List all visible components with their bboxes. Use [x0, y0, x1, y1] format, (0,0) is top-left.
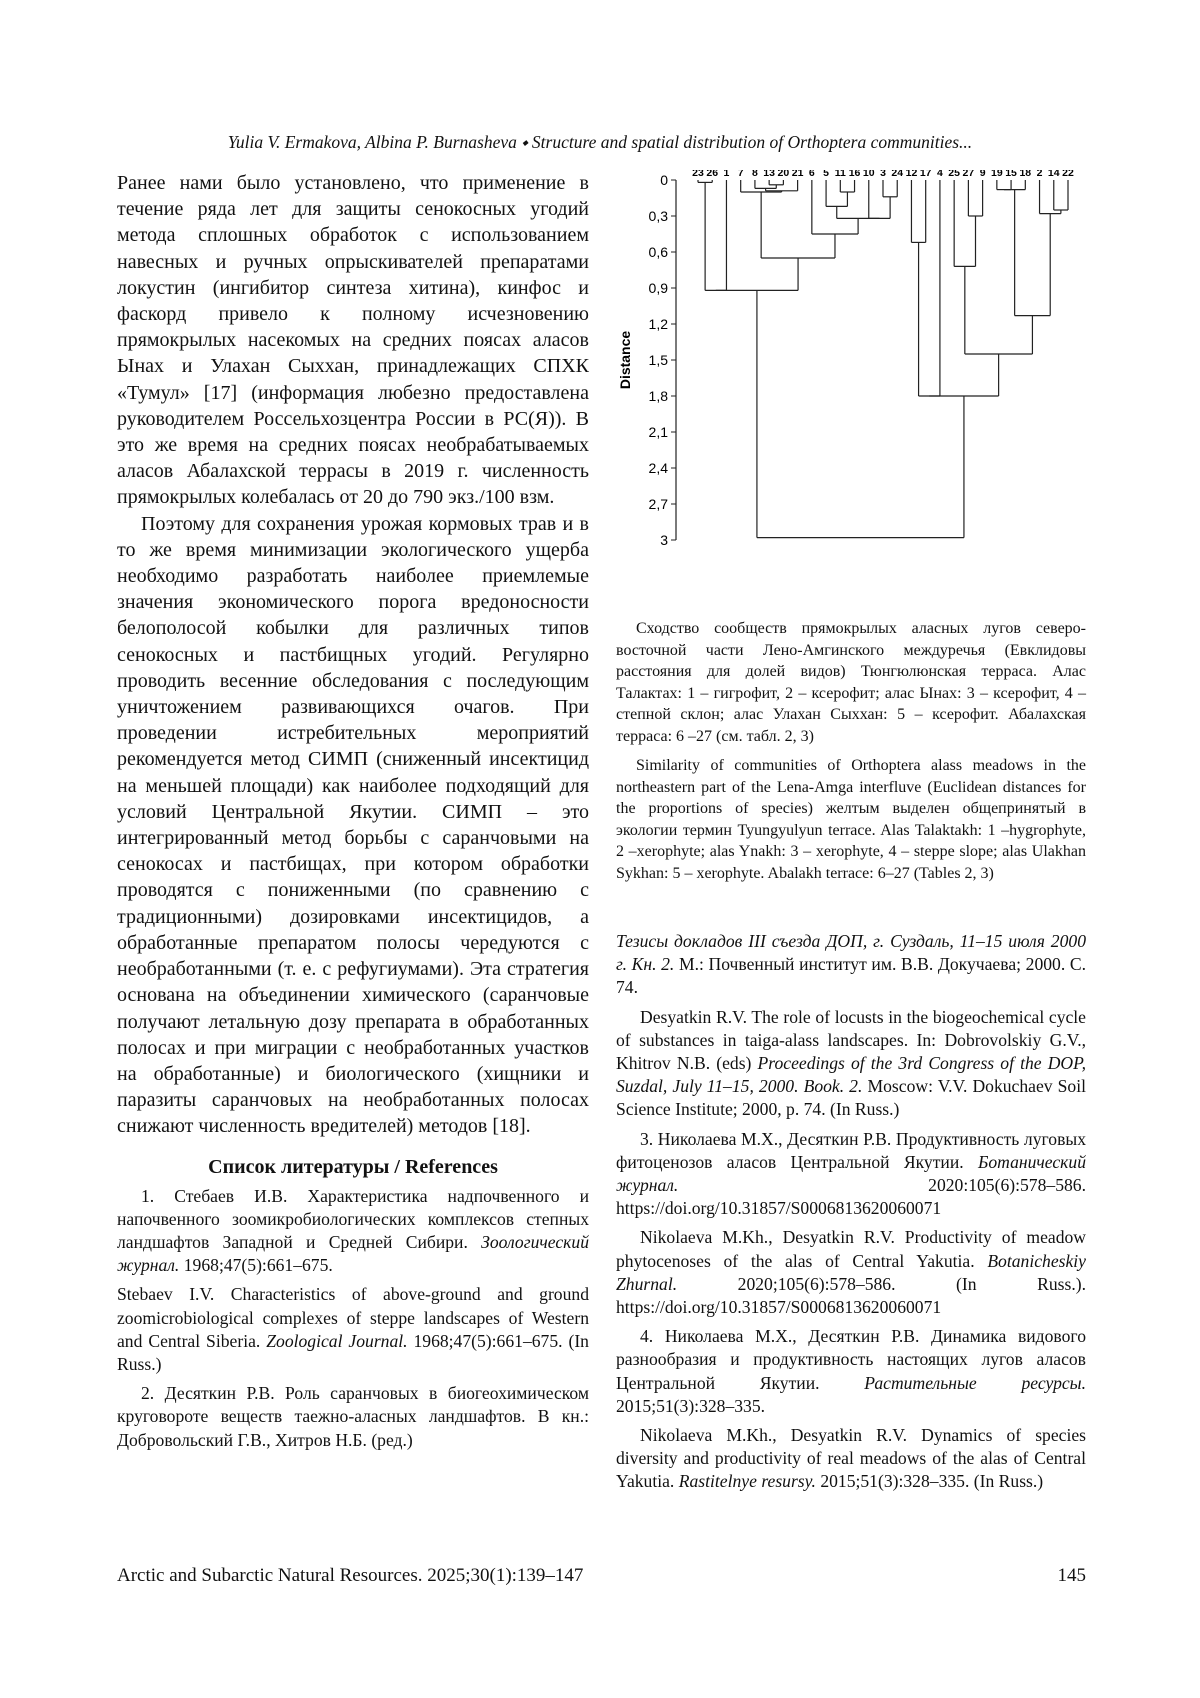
leaf-label: 2: [1036, 170, 1043, 179]
body-paragraph-1: Ранее нами было установлено, что применение в течение ряда лет для защиты сенокосных угодий метода сплошных обработок с использованием навесных и ручных опрыскивателей препаратами локустин (ингибитор синтеза хитина), кинфос и фаскорд привело к полному исчезновению прямокрылых насекомых на средних поясах аласов Ынах и Улахан Сыххан, принадлежащих СПХК «Тумул» [17] (информация любезно предоставлена руководителем Россельхозцентра России в РС(Я)). В это же время на средних поясах необрабатываемых аласов Абалахской террасы в 2019 г. численность прямокрылых колебалась от 20 до 790 экз./100 взм.: [117, 172, 589, 509]
figure-caption: [616, 618, 1086, 892]
reference-3-en: [616, 1226, 1086, 1319]
ref-text: Desyatkin R.V. The role of locusts in the biogeochemical cycle of substances in taiga-alass landscapes. In: Dobrovolskiy G.V., Khitrov N.B. (eds): [616, 1006, 1086, 1074]
references-list-left: [117, 1185, 589, 1452]
leaf-label: 7: [737, 170, 744, 179]
leaf-label: 22: [1062, 170, 1074, 179]
ref-text: 1. Стебаев И.В. Характеристика надпочвенного и напочвенного зоомикробиологических комплексов степных ландшафтов Западной и Средней Сибири.: [117, 1185, 589, 1252]
left-column: [117, 170, 589, 1458]
caption-ru: Сходство сообществ прямокрылых аласных лугов северо-восточной части Лено-Амгинского междуречья (Евклидовы расстояния для долей видов) Тюнгюлюнская терраса. Алас Талактах: 1 – гигрофит, 2 – ксерофит; алас Ынах: 3 – ксерофит, 4 – степной склон; алас Улахан Сыххан: 5 – ксерофит. Абалахская терраса: 6 –27 (см. табл. 2, 3): [616, 620, 1086, 745]
leaf-label: 21: [791, 170, 804, 179]
y-tick-label: 2,4: [648, 460, 668, 476]
ref-journal: Botanicheskiy Zhurnal.: [616, 1250, 1086, 1294]
ref-tail: 2015;51(3):328–335. (In Russ.): [820, 1471, 1044, 1492]
leaf-label: 11: [834, 170, 846, 179]
leaf-label: 8: [752, 170, 758, 179]
ref-text: 3. Николаева М.Х., Десяткин Р.В. Продуктивность луговых фитоценозов аласов Центральной Якутии.: [616, 1128, 1086, 1172]
leaf-label: 25: [948, 170, 960, 179]
ref-journal: Зоологический журнал.: [117, 1231, 589, 1276]
ref-text: 2. Десяткин Р.В. Роль саранчовых в биогеохимическом круговороте веществ таежно-аласных ландшафтов. В кн.: Добровольский Г.В., Хитров Н.Б. (ред.): [117, 1383, 589, 1450]
ref-tail: 2020;105(6):578–586. (In Russ.). https://doi.org/10.31857/S0006813620060071: [616, 1273, 1086, 1318]
y-tick-label: 1,2: [648, 316, 668, 332]
leaf-label: 9: [979, 170, 986, 179]
reference-4-en: [616, 1424, 1086, 1494]
y-tick-label: 1,5: [648, 352, 668, 368]
leaf-label: 5: [823, 170, 829, 179]
dendrogram-figure: [616, 170, 1086, 610]
leaf-label: 19: [991, 170, 1003, 179]
leaf-label: 14: [1047, 170, 1060, 179]
ref-tail: 1968;47(5):661–675. (In Russ.): [117, 1330, 589, 1374]
leaf-label: 15: [1005, 170, 1017, 179]
reference-1-ru: [117, 1185, 589, 1278]
leaf-label: 4: [937, 170, 943, 179]
reference-2-ru-start: [117, 1382, 589, 1452]
ref-text: Nikolaeva M.Kh., Desyatkin R.V. Productivity of meadow phytocenoses of the alas of Central Yakutia.: [616, 1227, 1086, 1271]
leaf-label: 1: [723, 170, 730, 179]
y-tick-label: 2,1: [648, 424, 668, 440]
ref-tail: 2015;51(3):328–335.: [616, 1395, 766, 1416]
leaf-label: 24: [891, 170, 904, 179]
y-tick-label: 0,9: [648, 280, 668, 296]
references-list-right: [616, 930, 1086, 1500]
reference-1-en: [117, 1283, 589, 1376]
ref-italic: Proceedings of the 3rd Congress of the DOP, Suzdal, July 11–15, 2000. Book. 2.: [616, 1053, 1086, 1097]
y-tick-label: 0,6: [648, 244, 668, 260]
ref-text: Nikolaeva M.Kh., Desyatkin R.V. Dynamics of species diversity and productivity of real meadows of the alas of Central Yakutia.: [616, 1425, 1086, 1492]
y-axis-label: Distance: [617, 330, 633, 390]
leaf-label: 18: [1019, 170, 1032, 179]
y-tick-label: 0: [660, 172, 668, 188]
page-number: 145: [1057, 1565, 1086, 1586]
reference-2-ru-cont: [616, 930, 1086, 1000]
body-paragraph-2: Поэтому для сохранения урожая кормовых трав и в то же время минимизации экологического ущерба необходимо разработать наиболее приемлемые значения экономического порога вредоносности белополосой кобылки для различных типов сенокосных и пастбищных угодий. Регулярно проводить весенние обследования с последующим уничтожением развивающихся очагов. При проведении истребительных мероприятий рекомендуется метод СИМП (сниженный инсектицид на меньшей площади) как наиболее подходящий для условий Центральной Якутии. СИМП – это интегрированный метод борьбы с саранчовыми на сенокосах и пастбищах, при котором обработки проводятся с пониженными (по сравнению с традиционными) дозировками инсектицидов, а обработанные препаратом полосы чередуются с необработанными (т. е. с рефугиумами). Эта стратегия основана на объединении химического (саранчовые получают летальную дозу препарата в обработанных полосах и при миграции с необработанных участков на обработанные) и биологического (хищники и паразиты саранчовых на необработанных полосах снижают численность вредителей) методов [18].: [117, 512, 589, 1138]
dendrogram-chart: [616, 170, 1086, 610]
leaf-label: 23: [692, 170, 704, 179]
ref-journal: Rastitelnye resursy.: [678, 1471, 816, 1492]
leaf-label: 6: [808, 170, 815, 179]
leaf-label: 10: [862, 170, 875, 179]
reference-4-ru: [616, 1325, 1086, 1418]
ref-text: Stebaev I.V. Characteristics of above-ground and ground zoomicrobiological complexes of steppe landscapes of Western and Central Siberia.: [117, 1284, 589, 1351]
ref-journal: Zoological Journal.: [266, 1330, 408, 1351]
footer-journal: Arctic and Subarctic Natural Resources. 2025;30(1):139–147: [117, 1565, 584, 1586]
ref-text: 4. Николаева М.Х., Десяткин Р.В. Динамика видового разнообразия и продуктивность настоящих лугов аласов Центральной Якутии.: [616, 1326, 1086, 1393]
y-tick-label: 0,3: [648, 208, 668, 224]
leaf-label: 3: [880, 170, 886, 179]
y-tick-label: 2,7: [648, 496, 668, 512]
ref-journal: Растительные ресурсы.: [864, 1372, 1087, 1393]
running-head: Yulia V. Ermakova, Albina P. Burnasheva ⬩ Structure and spatial distribution of Orthoptera communities...: [227, 132, 973, 152]
y-tick-label: 1,8: [648, 388, 668, 404]
ref-tail: Moscow: V.V. Dokuchaev Soil Science Institute; 2000, p. 74. (In Russ.): [616, 1076, 1086, 1120]
ref-journal: Ботанический журнал.: [616, 1151, 1087, 1196]
ref-tail: 2020:105(6):578–586. https://doi.org/10.31857/S0006813620060071: [616, 1175, 1086, 1219]
ref-tail: М.: Почвенный институт им. В.В. Докучаева; 2000. С. 74.: [616, 954, 1086, 998]
ref-italic: Тезисы докладов III съезда ДОП, г. Суздаль, 11–15 июля 2000 г. Кн. 2.: [616, 931, 1086, 975]
leaf-label: 13: [763, 170, 775, 179]
leaf-label: 20: [777, 170, 790, 179]
caption-en: Similarity of communities of Orthoptera alass meadows in the northeastern part of the Lena-Amga interfluve (Euclidean distances for the proportions of species) желтым выделен общепринятый в экологии термин Tyungyulyun terrace. Alas Talaktakh: 1 –hygrophyte, 2 –xerophyte; alas Ynakh: 3 – xerophyte, 4 – steppe slope; alas Ulakhan Sykhan: 5 – xerophyte. Abalakh terrace: 6–27 (Tables 2, 3): [616, 757, 1086, 882]
leaf-label: 16: [848, 170, 861, 179]
y-tick-label: 3: [660, 532, 668, 548]
references-title: Список литературы / References: [208, 1155, 498, 1178]
leaf-label: 12: [905, 170, 918, 179]
leaf-label: 17: [919, 170, 932, 179]
reference-2-en: [616, 1006, 1086, 1122]
leaf-label: 26: [706, 170, 719, 179]
ref-tail: 1968;47(5):661–675.: [183, 1255, 333, 1276]
reference-3-ru: [616, 1128, 1086, 1221]
leaf-label: 27: [962, 170, 975, 179]
